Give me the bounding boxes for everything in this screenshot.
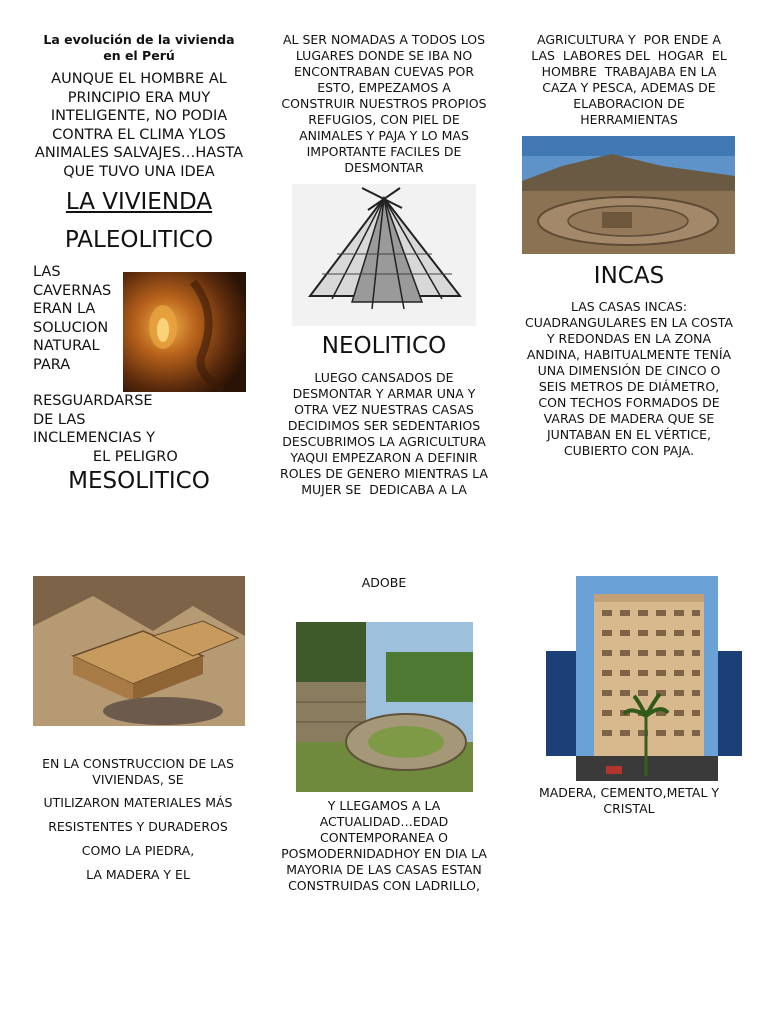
stone-houses-image (33, 576, 245, 726)
cave-image (123, 272, 246, 392)
inca-ruins-image (522, 136, 735, 254)
document-title: La evolución de la vivienda en el Perú (43, 32, 235, 63)
nomadas-paragraph: AL SER NOMADAS A TODOS LOS LUGARES DONDE SE IBA NO ENCONTRABAN CUEVAS POR ESTO, EMPEZAMOS A CONSTRUIR NUESTROS PROPIOS REFUGIOS, CON PIEL DE ANIMALES Y PAJA Y LO MAS IMPORTANTE FACILES DE DESMONTAR (281, 32, 487, 175)
construccion-line-2: UTILIZARON MATERIALES MÁS (43, 795, 233, 810)
construccion-line-5: LA MADERA Y EL (86, 867, 190, 882)
resguardarse-text: RESGUARDARSE DE LAS INCLEMENCIAS Y EL PELIGRO (33, 393, 178, 465)
cavernas-text: LAS CAVERNAS ERAN LA SOLUCION NATURAL PARA (33, 264, 112, 373)
heading-neolitico: NEOLITICO (321, 333, 447, 359)
heading-paleolitico: PALEOLITICO (64, 227, 214, 253)
incas-paragraph: LAS CASAS INCAS: CUADRANGULARES EN LA COSTA Y REDONDAS EN LA ZONA ANDINA, HABITUALMENTE TENÍA UNA DIMENSIÓN DE CINCO O SEIS METROS DE DIÁMETRO, CON TECHOS FORMADOS DE VARAS DE MADERA QUE SE JUNTABAN EN EL VÉRTICE, CUBIERTO CON PAJA. (525, 299, 733, 458)
construccion-line-1: EN LA CONSTRUCCION DE LAS VIVIENDAS, SE (42, 756, 234, 787)
agricultura-paragraph: AGRICULTURA Y POR ENDE A LAS LABORES DEL HOGAR EL HOMBRE TRABAJABA EN LA CAZA Y PESCA, ADEMAS DE ELABORACION DE HERRAMIENTAS (531, 32, 727, 127)
construccion-line-4: COMO LA PIEDRA, (81, 843, 195, 858)
heading-mesolitico: MESOLITICO (68, 468, 210, 494)
modern-building-image (546, 576, 742, 781)
adobe-ruins-image (296, 622, 473, 792)
hut-sketch-image (292, 184, 476, 326)
heading-la-vivienda: LA VIVIENDA (65, 189, 213, 215)
intro-paragraph: AUNQUE EL HOMBRE AL PRINCIPIO ERA MUY INTELIGENTE, NO PODIA CONTRA EL CLIMA YLOS ANIMALES SALVAJES…HASTA QUE TUVO UNA IDEA (34, 71, 244, 180)
neolitico-paragraph: LUEGO CANSADOS DE DESMONTAR Y ARMAR UNA Y OTRA VEZ NUESTRAS CASAS DECIDIMOS SER SEDENTARIOS DESCUBRIMOS LA AGRICULTURA YAQUI EMPEZARON A DEFINIR ROLES DE GENERO MIENTRAS LA MUJER SE DEDICABA A LA (280, 370, 488, 497)
materiales-paragraph: MADERA, CEMENTO,METAL Y CRISTAL (538, 785, 720, 816)
heading-incas: INCAS (593, 263, 665, 289)
adobe-label: ADOBE (361, 575, 407, 590)
actualidad-paragraph: Y LLEGAMOS A LA ACTUALIDAD…EDAD CONTEMPORANEA O POSMODERNIDADHOY EN DIA LA MAYORIA DE LAS CASAS ESTAN CONSTRUIDAS CON LADRILLO, (281, 798, 487, 893)
construccion-line-3: RESISTENTES Y DURADEROS (48, 819, 228, 834)
